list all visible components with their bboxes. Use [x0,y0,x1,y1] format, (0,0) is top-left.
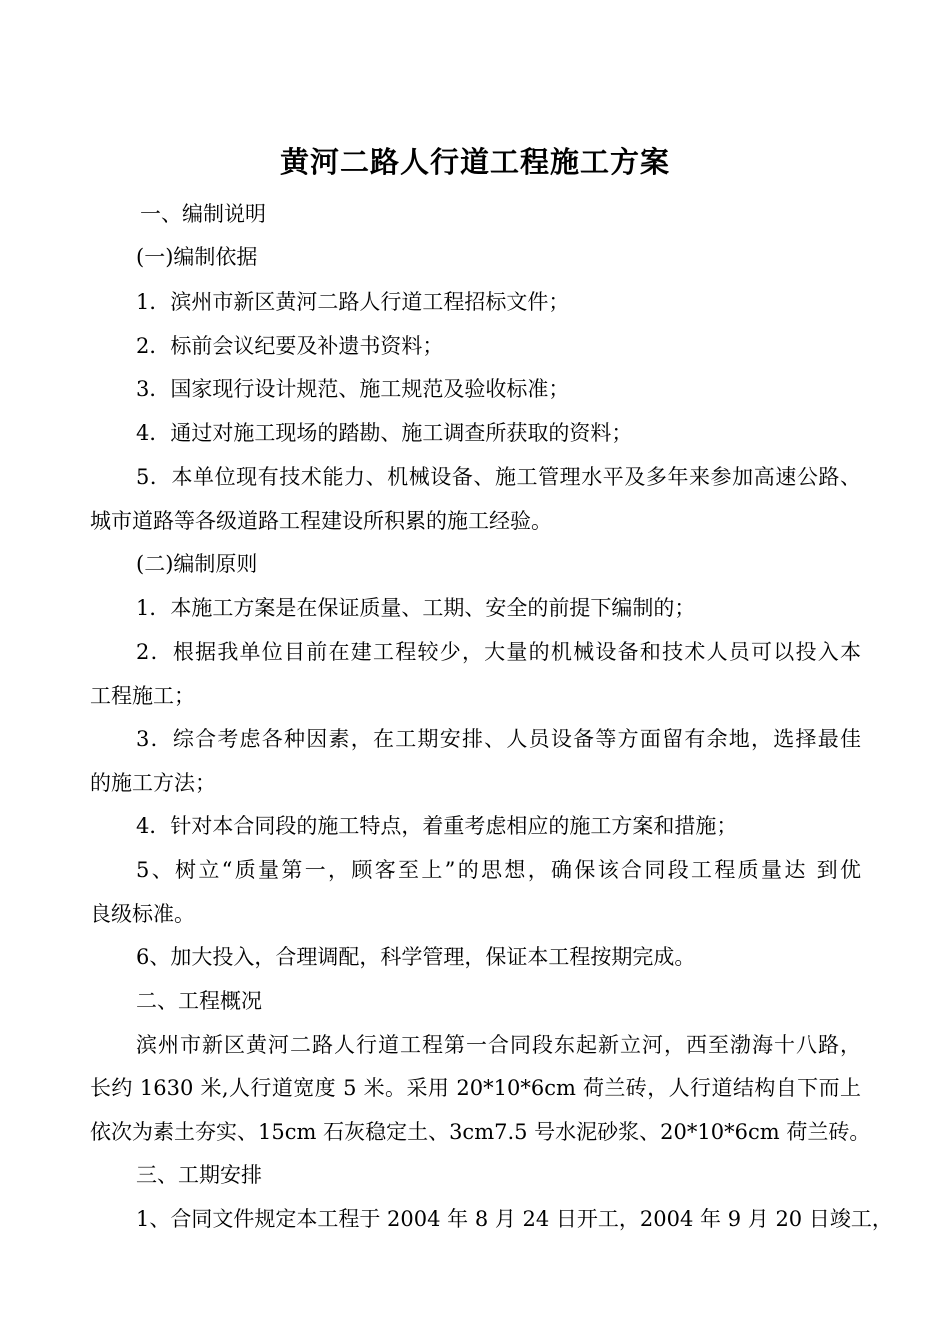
paragraph-line: 工程施工； [90,684,195,708]
section-heading: 三、工期安排 [136,1163,262,1187]
paragraph-line: 良级标准。 [90,902,195,926]
paragraph-line: 3．综合考虑各种因素，在工期安排、人员设备等方面留有余地，选择最佳 [136,727,861,751]
subsection-heading: (二)编制原则 [136,552,258,576]
paragraph-line: 依次为素土夯实、15cm 石灰稳定土、3cm7.5 号水泥砂浆、20*10*6cm 荷兰砖。 [90,1120,871,1144]
section-heading: 二、工程概况 [136,989,262,1013]
paragraph-line: 1．滨州市新区黄河二路人行道工程招标文件； [136,290,570,314]
paragraph-line: 2．根据我单位目前在建工程较少，大量的机械设备和技术人员可以投入本 [136,640,861,664]
paragraph-line: 1．本施工方案是在保证质量、工期、安全的前提下编制的； [136,596,696,620]
paragraph-line: 的施工方法； [90,771,216,795]
paragraph-line: 3．国家现行设计规范、施工规范及验收标准； [136,377,570,401]
paragraph-line: 2．标前会议纪要及补遗书资料； [136,334,444,358]
paragraph-line: 6、加大投入，合理调配，科学管理，保证本工程按期完成。 [136,945,696,969]
paragraph-line: 城市道路等各级道路工程建设所积累的施工经验。 [90,509,552,533]
paragraph-line: 5．本单位现有技术能力、机械设备、施工管理水平及多年来参加高速公路、 [136,465,861,489]
paragraph-line: 滨州市新区黄河二路人行道工程第一合同段东起新立河，西至渤海十八路， [136,1033,861,1057]
paragraph-line: 长约 1630 米,人行道宽度 5 米。采用 20*10*6cm 荷兰砖，人行道结构自下而上 [90,1076,861,1100]
paragraph-line: 4．针对本合同段的施工特点，着重考虑相应的施工方案和措施； [136,814,738,838]
subsection-heading: (一)编制依据 [136,245,258,269]
paragraph-line: 1、合同文件规定本工程于 2004 年 8 月 24 日开工，2004 年 9 月 20 日竣工， [136,1207,893,1231]
section-heading: 一、编制说明 [140,202,266,226]
paragraph-line: 4．通过对施工现场的踏勘、施工调查所获取的资料； [136,421,633,445]
paragraph-line: 5、树立“质量第一，顾客至上”的思想，确保该合同段工程质量达 到优 [136,858,861,882]
document-title: 黄河二路人行道工程施工方案 [279,145,670,179]
